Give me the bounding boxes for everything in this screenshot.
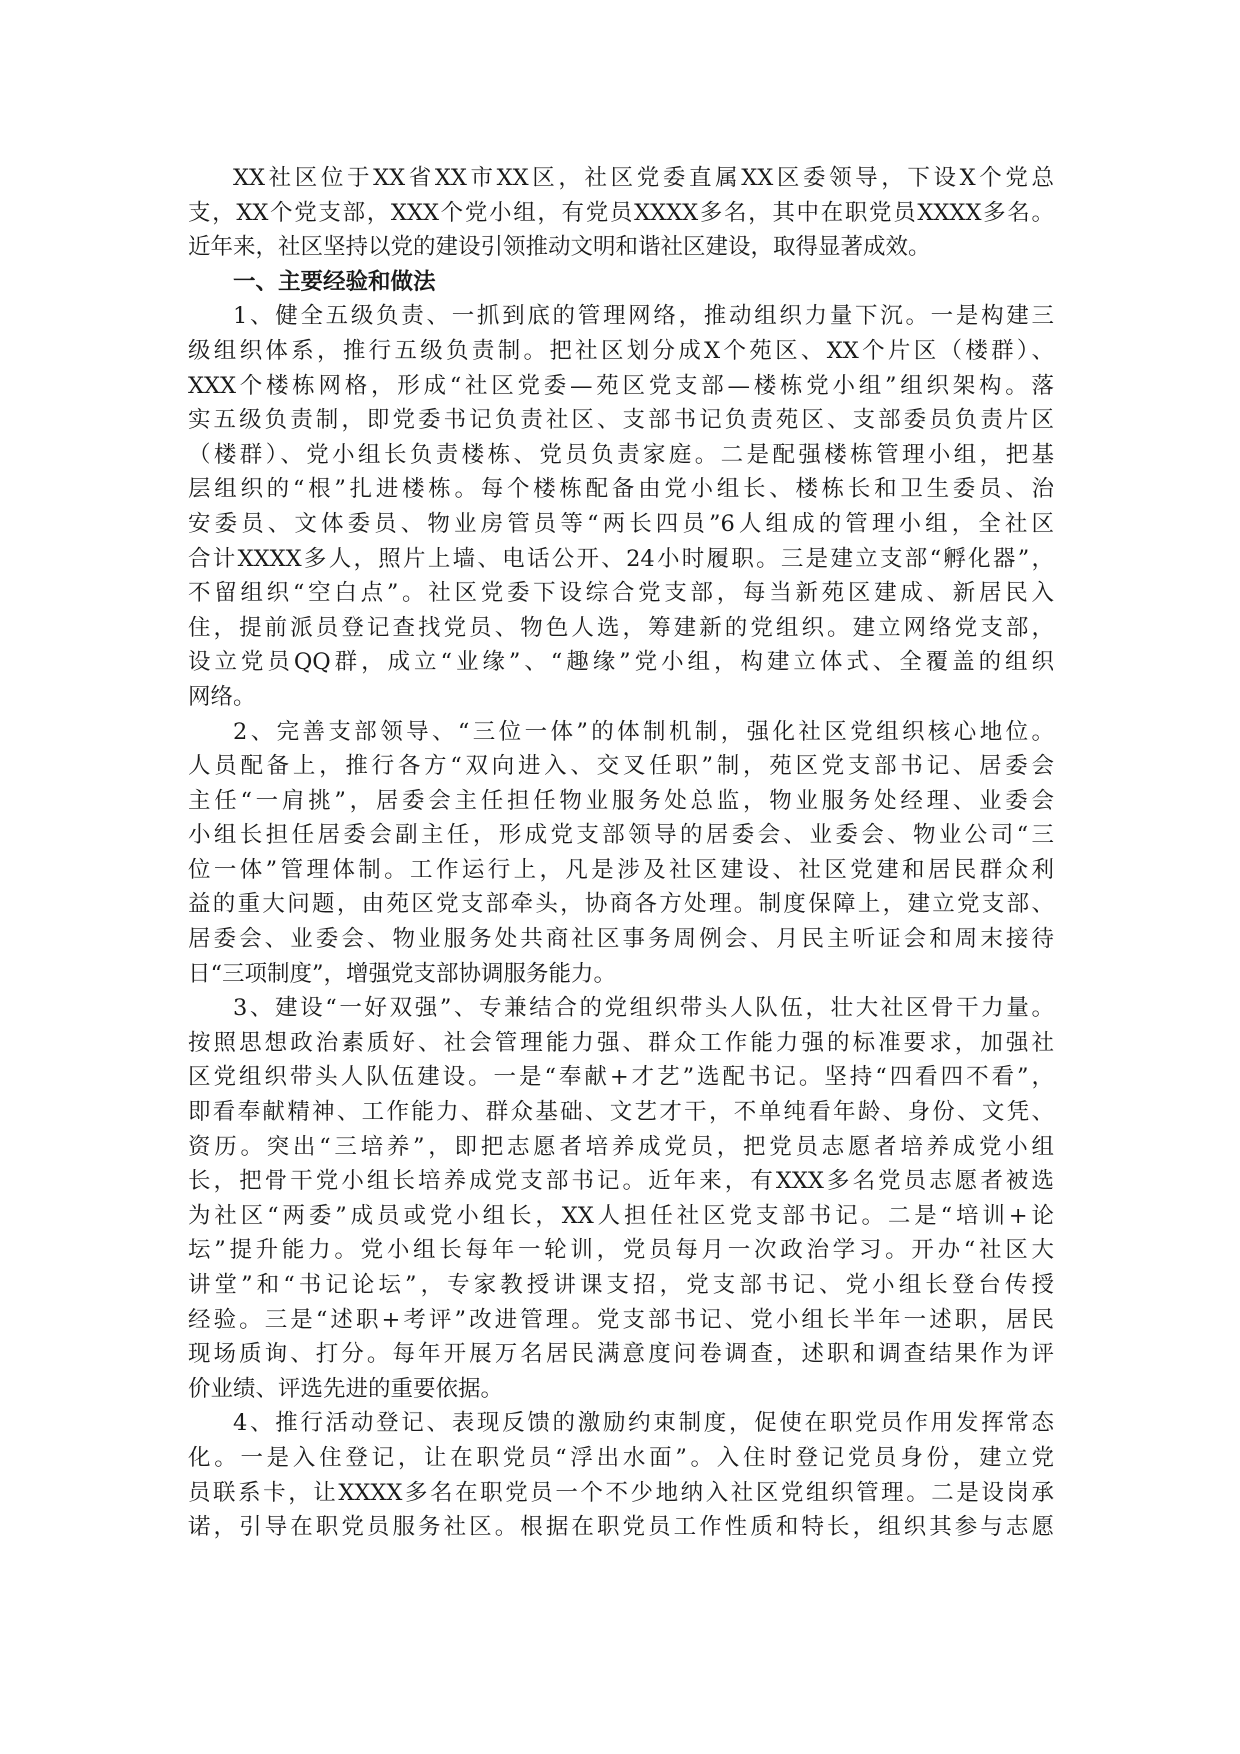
text-line: （楼群）、党小组长负责楼栋、党员负责家庭。二是配强楼栋管理小组，把基 bbox=[188, 441, 1054, 468]
text-line: 设立党员QQ群，成立“业缘”、“趣缘”党小组，构建立体式、全覆盖的组织 bbox=[188, 649, 1054, 676]
text-line: 诺，引导在职党员服务社区。根据在职党员工作性质和特长，组织其参与志愿 bbox=[188, 1514, 1054, 1541]
paragraph-1 bbox=[188, 299, 1054, 714]
text-line: 员联系卡，让XXXX多名在职党员一个不少地纳入社区党组织管理。二是设岗承 bbox=[188, 1479, 1054, 1506]
text-line: 化。一是入住登记，让在职党员“浮出水面”。入住时登记党员身份，建立党 bbox=[188, 1444, 1054, 1471]
text-line: 资历。突出“三培养”，即把志愿者培养成党员，把党员志愿者培养成党小组 bbox=[188, 1133, 1054, 1160]
text-line: 支，XX个党支部，XXX个党小组，有党员XXXX多名，其中在职党员XXXX多名。 bbox=[188, 199, 1054, 226]
text-line: 1、健全五级负责、一抓到底的管理网络，推动组织力量下沉。一是构建三 bbox=[233, 303, 1054, 330]
heading-text: 一、主要经验和做法 bbox=[233, 268, 436, 295]
text-line: 主任“一肩挑”，居委会主任担任物业服务处总监，物业服务处经理、业委会 bbox=[188, 787, 1054, 814]
text-line: 不留组织“空白点”。社区党委下设综合党支部，每当新苑区建成、新居民入 bbox=[188, 580, 1054, 607]
text-line: 合计XXXX多人，照片上墙、电话公开、24小时履职。三是建立支部“孵化器”， bbox=[188, 545, 1054, 572]
text-line: 近年来，社区坚持以党的建设引领推动文明和谐社区建设，取得显著成效。 bbox=[188, 234, 931, 261]
paragraph-intro bbox=[188, 161, 1054, 265]
paragraph-2 bbox=[188, 715, 1054, 992]
text-line: 人员配备上，推行各方“双向进入、交叉任职”制，苑区党支部书记、居委会 bbox=[188, 753, 1054, 780]
text-line: XX社区位于XX省XX市XX区，社区党委直属XX区委领导，下设X个党总 bbox=[233, 165, 1054, 191]
text-line: XXX个楼栋网格，形成“社区党委—苑区党支部—楼栋党小组”组织架构。落 bbox=[188, 372, 1054, 399]
text-line: 住，提前派员登记查找党员、物色人选，筹建新的党组织。建立网络党支部， bbox=[188, 614, 1054, 641]
text-line: 小组长担任居委会副主任，形成党支部领导的居委会、业委会、物业公司“三 bbox=[188, 822, 1054, 849]
text-line: 现场质询、打分。每年开展万名居民满意度问卷调查，述职和调查结果作为评 bbox=[188, 1341, 1054, 1368]
text-line: 长，把骨干党小组长培养成党支部书记。近年来，有XXX多名党员志愿者被选 bbox=[188, 1168, 1054, 1195]
text-line: 4、推行活动登记、表现反馈的激励约束制度，促使在职党员作用发挥常态 bbox=[233, 1410, 1054, 1437]
document-page bbox=[188, 161, 1054, 1545]
text-line: 经验。三是“述职+考评”改进管理。党支部书记、党小组长半年一述职，居民 bbox=[188, 1306, 1054, 1333]
text-line: 居委会、业委会、物业服务处共商社区事务周例会、月民主听证会和周末接待 bbox=[188, 926, 1054, 953]
text-line: 益的重大问题，由苑区党支部牵头，协商各方处理。制度保障上，建立党支部、 bbox=[188, 891, 1054, 918]
text-line: 层组织的“根”扎进楼栋。每个楼栋配备由党小组长、楼栋长和卫生委员、治 bbox=[188, 476, 1054, 503]
text-line: 价业绩、评选先进的重要依据。 bbox=[188, 1375, 504, 1402]
text-line: 讲堂”和“书记论坛”，专家教授讲课支招，党支部书记、党小组长登台传授 bbox=[188, 1272, 1054, 1298]
text-line: 级组织体系，推行五级负责制。把社区划分成X个苑区、XX个片区（楼群）、 bbox=[188, 337, 1054, 364]
section-heading bbox=[188, 265, 1054, 300]
text-line: 位一体”管理体制。工作运行上，凡是涉及社区建设、社区党建和居民群众利 bbox=[188, 856, 1054, 883]
text-line: 按照思想政治素质好、社会管理能力强、群众工作能力强的标准要求，加强社 bbox=[188, 1029, 1054, 1056]
text-line: 坛”提升能力。党小组长每年一轮训，党员每月一次政治学习。开办“社区大 bbox=[188, 1237, 1054, 1264]
text-line: 实五级负责制，即党委书记负责社区、支部书记负责苑区、支部委员负责片区 bbox=[188, 407, 1054, 434]
text-line: 即看奉献精神、工作能力、群众基础、文艺才干，不单纯看年龄、身份、文凭、 bbox=[188, 1099, 1054, 1126]
text-line: 3、建设“一好双强”、专兼结合的党组织带头人队伍，壮大社区骨干力量。 bbox=[233, 995, 1054, 1022]
text-line: 区党组织带头人队伍建设。一是“奉献+才艺”选配书记。坚持“四看四不看”， bbox=[188, 1064, 1054, 1091]
text-line: 网络。 bbox=[188, 683, 256, 710]
paragraph-4 bbox=[188, 1406, 1054, 1544]
text-line: 日“三项制度”，增强党支部协调服务能力。 bbox=[188, 960, 617, 987]
paragraph-3 bbox=[188, 991, 1054, 1406]
text-line: 为社区“两委”成员或党小组长，XX人担任社区党支部书记。二是“培训+论 bbox=[188, 1202, 1054, 1229]
text-line: 2、完善支部领导、“三位一体”的体制机制，强化社区党组织核心地位。 bbox=[233, 718, 1054, 745]
text-line: 安委员、文体委员、物业房管员等“两长四员”6人组成的管理小组，全社区 bbox=[188, 510, 1054, 537]
